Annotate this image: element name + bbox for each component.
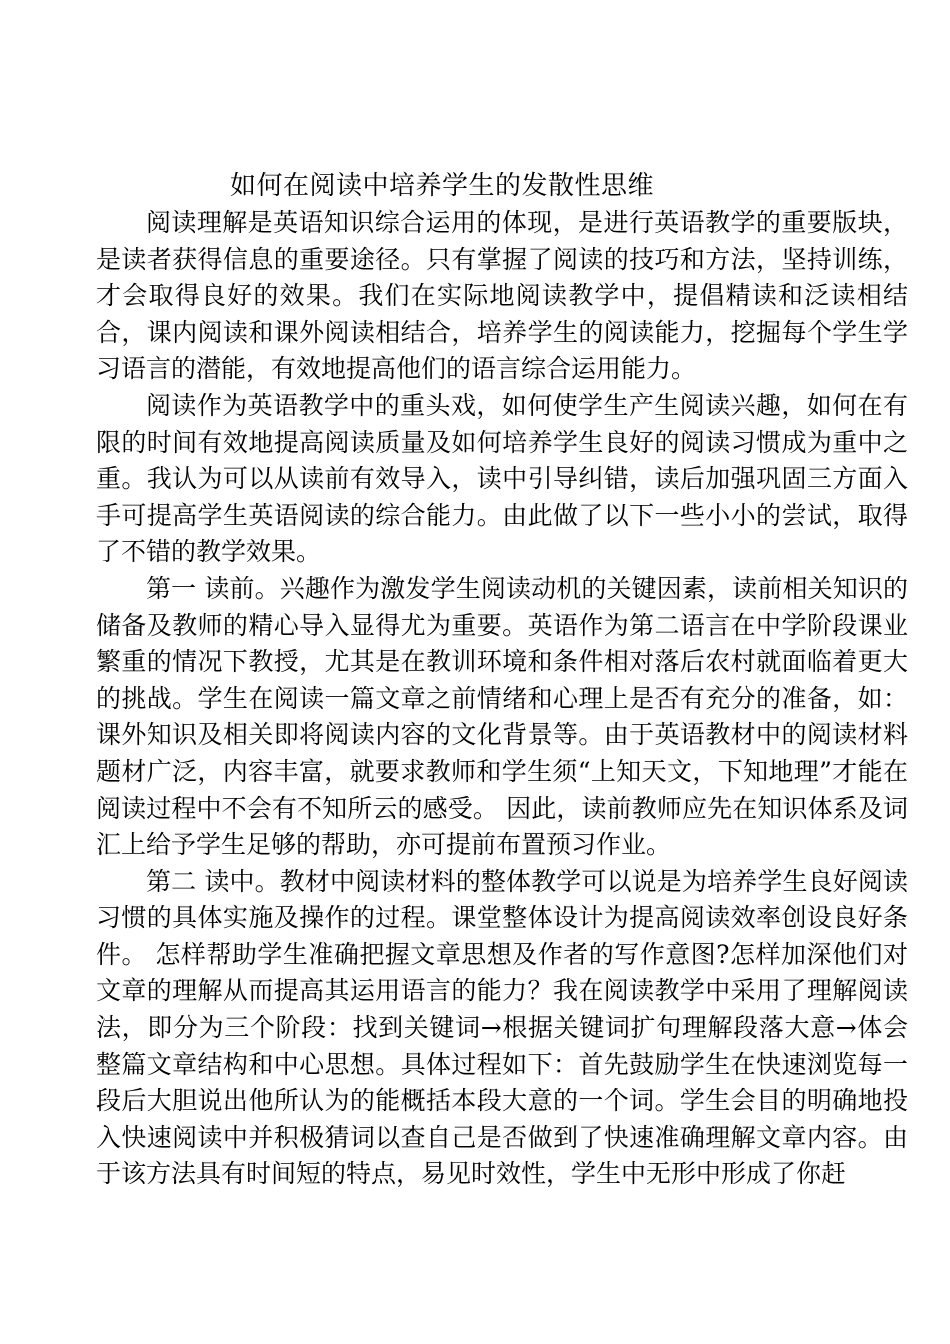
paragraph-before-reading: 第一 读前。兴趣作为激发学生阅读动机的关键因素，读前相关知识的储备及教师的精心导入显得尤为重要。英语作为第二语言在中学阶段课业繁重的情况下教授，尤其是在教训环境和条件相对落后农村就面临着更大的挑战。学生在阅读一篇文章之前情绪和心理上是否有充分的准备，如：课外知识及相关即将阅读内容的文化背景等。由于英语教材中的阅读材料题材广泛，内容丰富，就要求教师和学生须“上知天文，下知地理”才能在阅读过程中不会有不知所云的感受。 因此，读前教师应先在知识体系及词汇上给予学生足够的帮助，亦可提前布置预习作业。	[96, 573, 908, 860]
document-title: 如何在阅读中培养学生的发散性思维	[230, 171, 655, 201]
paragraph-while-reading: 第二 读中。教材中阅读材料的整体教学可以说是为培养学生良好阅读习惯的具体实施及操作的过程。课堂整体设计为提高阅读效率创设良好条件。 怎样帮助学生准确把握文章思想及作者的写作意图?怎样加深他们对文章的理解从而提高其运用语言的能力？我在阅读教学中采用了理解阅读法，即分为三个阶段：找到关键词→根据关键词扩句理解段落大意→体会整篇文章结构和中心思想。具体过程如下：首先鼓励学生在快速浏览每一段后大胆说出他所认为的能概括本段大意的一个词。学生会目的明确地投入快速阅读中并积极猜词以查自己是否做到了快速准确理解文章内容。由于该方法具有时间短的特点，易见时效性，学生中无形中形成了你赶	[96, 866, 908, 1189]
paragraph-reading-importance: 阅读作为英语教学中的重头戏，如何使学生产生阅读兴趣，如何在有限的时间有效地提高阅读质量及如何培养学生良好的阅读习惯成为重中之重。我认为可以从读前有效导入，读中引导纠错，读后加强巩固三方面入手可提高学生英语阅读的综合能力。由此做了以下一些小小的尝试，取得了不错的教学效果。	[96, 390, 908, 567]
paragraph-reading-comprehension: 阅读理解是英语知识综合运用的体现，是进行英语教学的重要版块，是读者获得信息的重要途径。只有掌握了阅读的技巧和方法，坚持训练，才会取得良好的效果。我们在实际地阅读教学中，提倡精读和泛读相结合，课内阅读和课外阅读相结合，培养学生的阅读能力，挖掘每个学生学习语言的潜能，有效地提高他们的语言综合运用能力。	[96, 208, 908, 384]
document-body	[96, 205, 908, 1193]
